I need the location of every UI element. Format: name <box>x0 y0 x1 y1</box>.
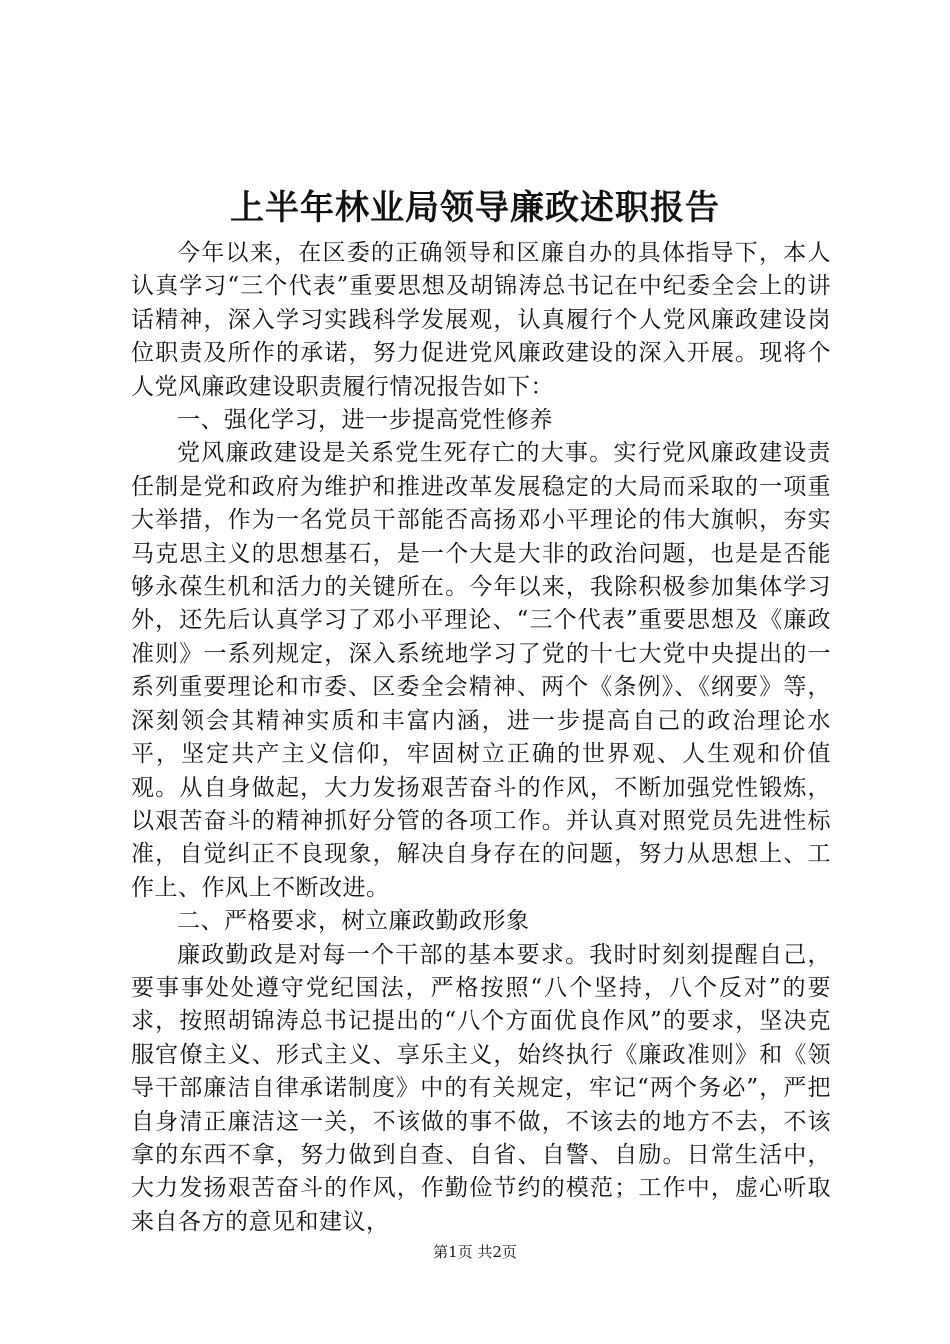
paragraph-section-1: 党风廉政建设是关系党生死存亡的大事。实行党风廉政建设责任制是党和政府为维护和推进改革发展稳定的大局而采取的一项重大举措，作为一名党员干部能否高扬邓小平理论的伟大旗帜，夯实马克思主义的思想基石，是一个大是大非的政治问题，也是是否能够永葆生机和活力的关键所在。今年以来，我除积极参加集体学习外，还先后认真学习了邓小平理论、“三个代表”重要思想及《廉政准则》一系列规定，深入系统地学习了党的十七大党中央提出的一系列重要理论和市委、区委全会精神、两个《条例》、《纲要》等，深刻领会其精神实质和丰富内涵，进一步提高自己的政治理论水平，坚定共产主义信仰，牢固树立正确的世界观、人生观和价值观。从自身做起，大力发扬艰苦奋斗的作风，不断加强党性锻炼，以艰苦奋斗的精神抓好分管的各项工作。并认真对照党员先进性标准，自觉纠正不良现象，解决自身存在的问题，努力从思想上、工作上、作风上不断改进。 <box>131 440 831 901</box>
document-body <box>131 237 831 1239</box>
paragraph-intro: 今年以来，在区委的正确领导和区廉自办的具体指导下，本人认真学习“三个代表”重要思想及胡锦涛总书记在中纪委全会上的讲话精神，深入学习实践科学发展观，认真履行个人党风廉政建设岗位职责及所作的承诺，努力促进党风廉政建设的深入开展。现将个人党风廉政建设职责履行情况报告如下： <box>131 240 831 400</box>
page-footer: 第1页 共2页 <box>433 1243 517 1261</box>
section-heading-1: 一、强化学习，进一步提高党性修养 <box>177 407 553 434</box>
section-heading-2: 二、严格要求，树立廉政勤政形象 <box>177 908 530 935</box>
document-title: 上半年林业局领导廉政述职报告 <box>230 188 720 228</box>
paragraph-section-2: 廉政勤政是对每一个干部的基本要求。我时时刻刻提醒自己，要事事处处遵守党纪国法，严格按照“八个坚持，八个反对”的要求，按照胡锦涛总书记提出的“八个方面优良作风”的要求，坚决克服官僚主义、形式主义、享乐主义，始终执行《廉政准则》和《领导干部廉洁自律承诺制度》中的有关规定，牢记“两个务必”，严把自身清正廉洁这一关，不该做的事不做，不该去的地方不去，不该拿的东西不拿，努力做到自查、自省、自警、自励。日常生活中，大力发扬艰苦奋斗的作风，作勤俭节约的模范；工作中，虚心听取来自各方的意见和建议， <box>131 941 831 1235</box>
